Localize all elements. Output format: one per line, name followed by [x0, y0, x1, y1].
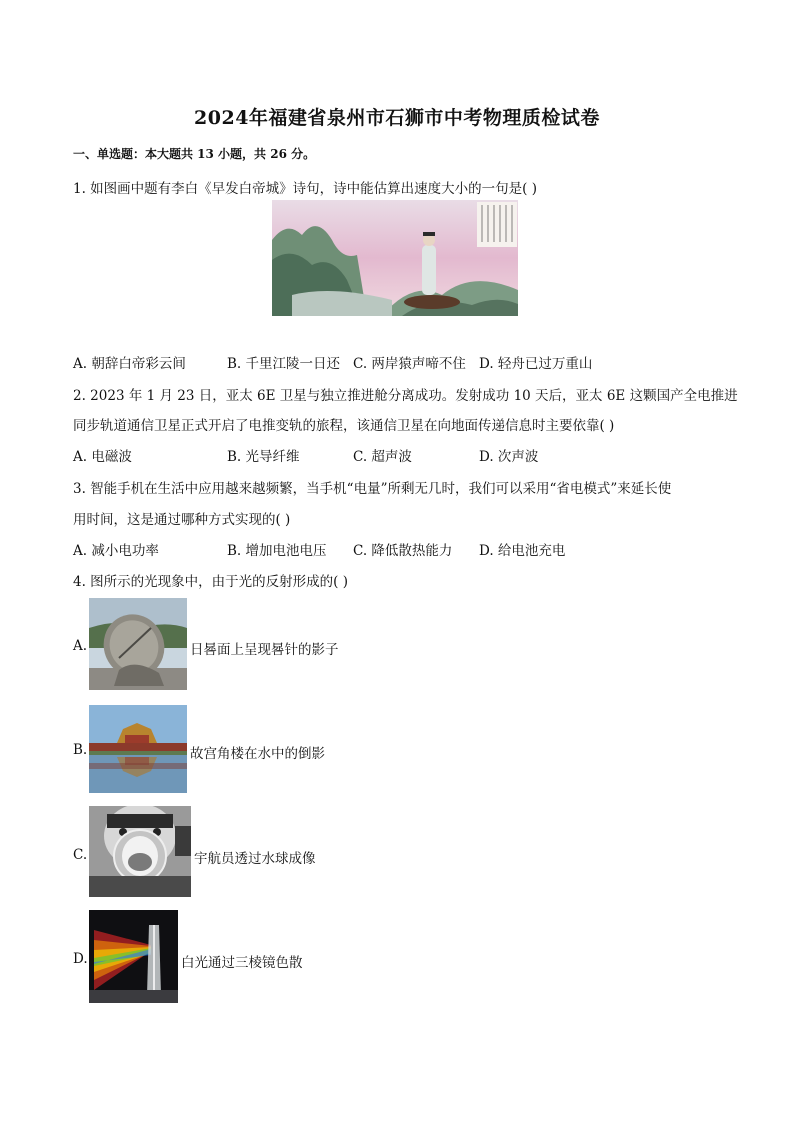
option-c[interactable]: C. 降低散热能力 [353, 543, 453, 559]
option-a[interactable]: A. 电磁波 [73, 449, 132, 465]
option-d-letter[interactable]: D. [73, 951, 88, 967]
question-3-stem-line-1: 3. 智能手机在生活中应用越来越频繁，当手机“电量”所剩无几时，我们可以采用“省电模式”来延长使 [73, 481, 672, 497]
option-a-label: 日晷面上呈现晷针的影子 [190, 642, 339, 658]
option-b-label: 故宫角楼在水中的倒影 [190, 746, 325, 762]
option-d-label: 白光通过三棱镜色散 [181, 955, 303, 971]
option-b-letter[interactable]: B. [73, 742, 88, 758]
option-b[interactable]: B. 千里江陵一日还 [227, 356, 341, 372]
option-b[interactable]: B. 光导纤维 [227, 449, 300, 465]
page-title: 2024年福建省泉州市石狮市中考物理质检试卷 [194, 107, 600, 129]
section-heading: 一、单选题：本大题共 13 小题，共 26 分。 [73, 147, 316, 161]
option-c[interactable]: C. 两岸猿声啼不住 [353, 356, 466, 372]
option-b[interactable]: B. 增加电池电压 [227, 543, 327, 559]
question-1-stem: 1. 如图画中题有李白《早发白帝城》诗句，诗中能估算出速度大小的一句是( ) [73, 181, 537, 197]
poem-painting-image [272, 200, 518, 316]
corner-tower-image[interactable] [89, 705, 187, 793]
option-a[interactable]: A. 朝辞白帝彩云间 [73, 356, 186, 372]
sundial-image[interactable] [89, 598, 187, 690]
option-a[interactable]: A. 减小电功率 [73, 543, 159, 559]
option-d[interactable]: D. 给电池充电 [479, 543, 566, 559]
option-c-label: 宇航员透过水球成像 [194, 851, 316, 867]
option-a-letter[interactable]: A. [73, 638, 88, 654]
question-4-stem: 4. 图所示的光现象中，由于光的反射形成的( ) [73, 574, 348, 590]
option-d[interactable]: D. 次声波 [479, 449, 539, 465]
prism-dispersion-image[interactable] [89, 910, 178, 1003]
option-d[interactable]: D. 轻舟已过万重山 [479, 356, 593, 372]
water-ball-image[interactable] [89, 806, 191, 897]
option-c-letter[interactable]: C. [73, 847, 88, 863]
question-2-stem-line-2: 同步轨道通信卫星正式开启了电推变轨的旅程，该通信卫星在向地面传递信息时主要依靠( ) [73, 418, 615, 434]
question-2-stem-line-1: 2. 2023 年 1 月 23 日，亚太 6E 卫星与独立推进舱分离成功。发射成功 10 天后，亚太 6E 这颗国产全电推进 [73, 388, 738, 404]
option-c[interactable]: C. 超声波 [353, 449, 412, 465]
question-3-stem-line-2: 用时间，这是通过哪种方式实现的( ) [73, 512, 291, 528]
